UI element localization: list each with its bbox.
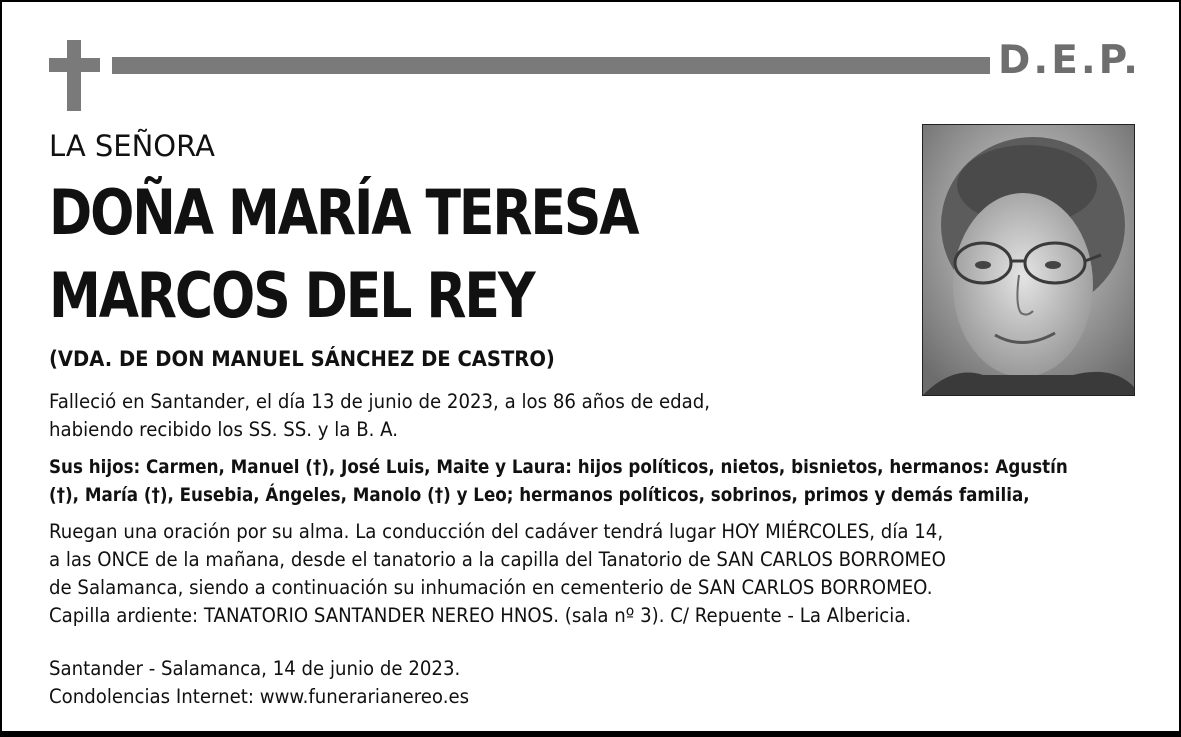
text-line: Ruegan una oración por su alma. La conducción del cadáver tendrá lugar HOY MIÉRCOLES, día 14, — [49, 520, 944, 543]
text-line: habiendo recibido los SS. SS. y la B. A. — [49, 418, 399, 441]
dep-label: D.E.P. — [998, 38, 1141, 83]
deceased-name-line2: MARCOS DEL REY — [49, 259, 534, 332]
place-date: Santander - Salamanca, 14 de junio de 2023. — [49, 657, 461, 680]
text-line: de Salamanca, siendo a continuación su inhumación en cementerio de SAN CARLOS BORROMEO. — [49, 576, 933, 599]
header-rule — [112, 57, 990, 74]
family-list — [49, 453, 1068, 509]
honorific: LA SEÑORA — [49, 129, 215, 163]
death-info — [49, 388, 710, 444]
deceased-name-line1: DOÑA MARÍA TERESA — [49, 176, 638, 249]
text-line: Capilla ardiente: TANATORIO SANTANDER NEREO HNOS. (sala nº 3). C/ Repuente - La Albericia. — [49, 604, 912, 627]
text-line: Sus hijos: Carmen, Manuel (†), José Luis, Maite y Laura: hijos políticos, nietos, bisnietos, hermanos: Agustín — [49, 456, 1068, 478]
cross-icon — [49, 40, 100, 111]
portrait-photo — [922, 124, 1135, 396]
text-line: Falleció en Santander, el día 13 de junio de 2023, a los 86 años de edad, — [49, 390, 711, 413]
text-line: (†), María (†), Eusebia, Ángeles, Manolo (†) y Leo; hermanos políticos, sobrinos, primos y demás familia, — [49, 484, 1030, 506]
widow-of: (VDA. DE DON MANUEL SÁNCHEZ DE CASTRO) — [49, 347, 555, 371]
funeral-details — [49, 518, 946, 630]
text-line: a las ONCE de la mañana, desde el tanatorio a la capilla del Tanatorio de SAN CARLOS BORROMEO — [49, 548, 946, 571]
condolences-link[interactable]: Condolencias Internet: www.funerarianereo.es — [49, 685, 470, 708]
